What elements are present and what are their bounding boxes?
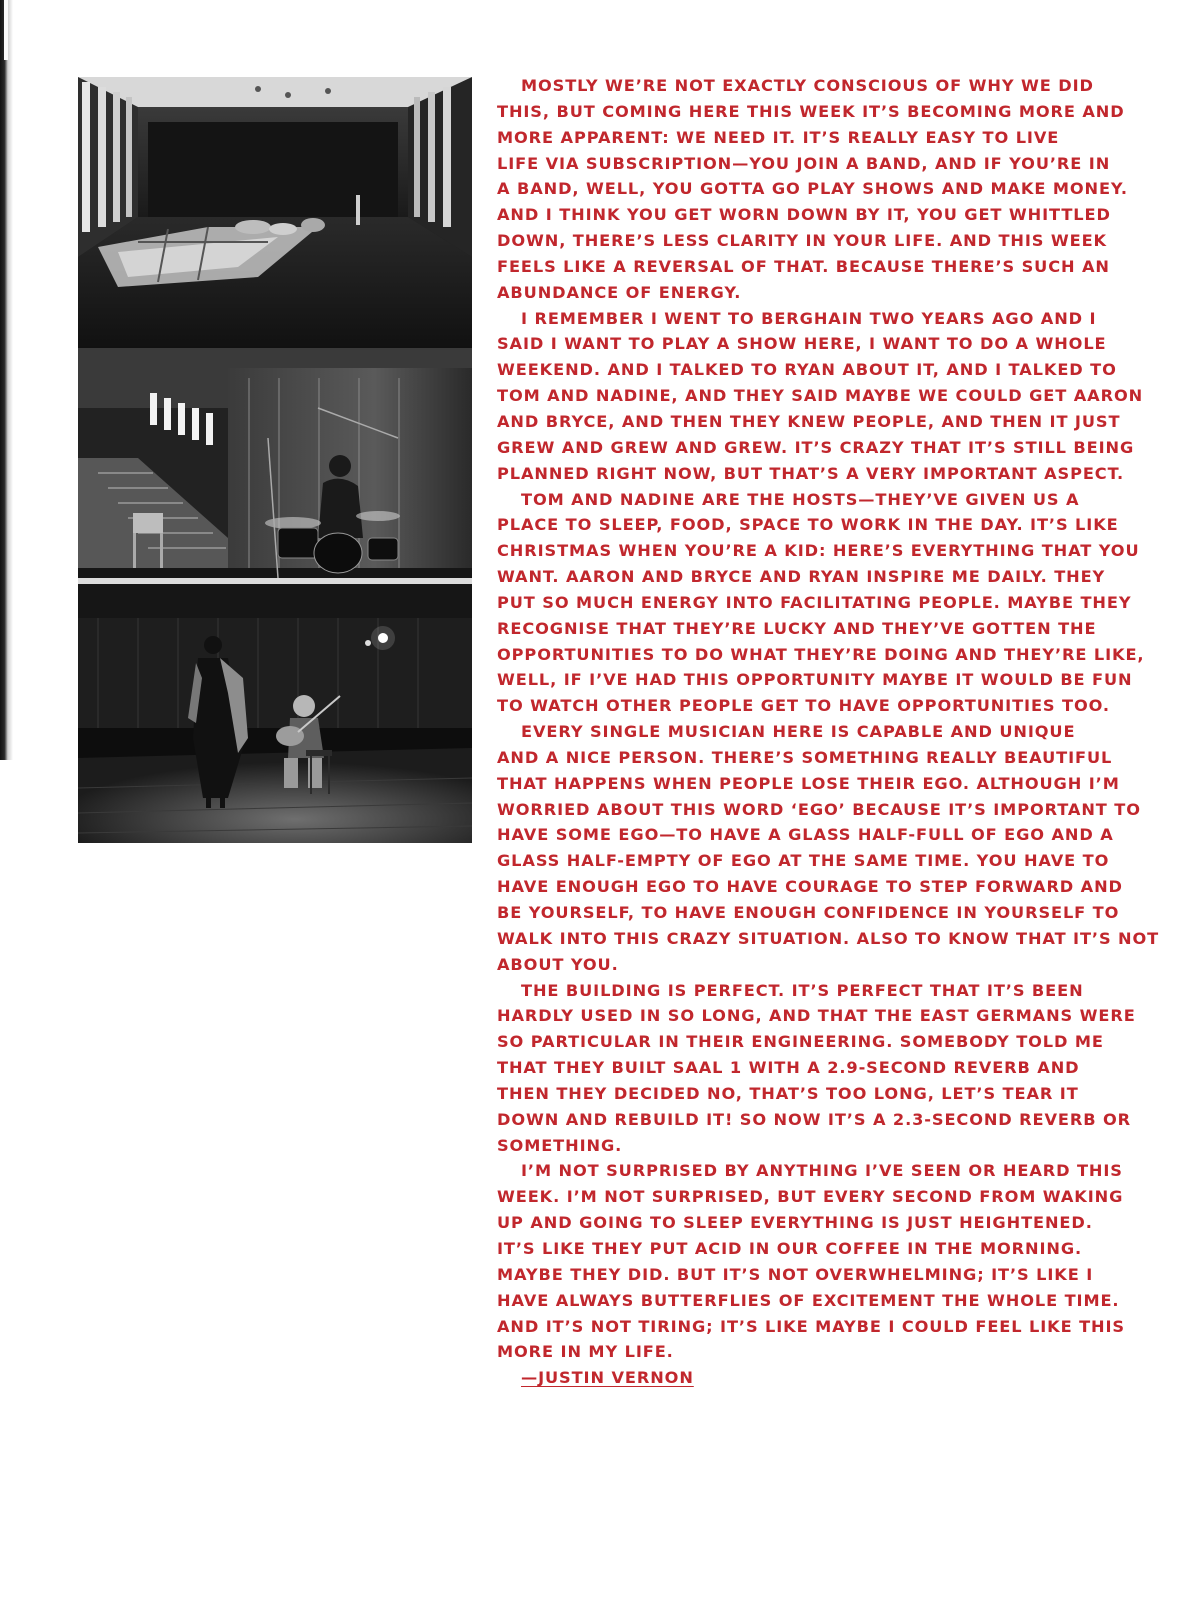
text-line: GLASS HALF-EMPTY OF EGO AT THE SAME TIME. YOU HAVE TO <box>497 851 1110 871</box>
photo-drummer <box>78 348 472 618</box>
text-line: HAVE ENOUGH EGO TO HAVE COURAGE TO STEP FORWARD AND <box>497 877 1123 897</box>
text-line: I REMEMBER I WENT TO BERGHAIN TWO YEARS AGO AND I <box>521 308 1097 328</box>
text-line: SOMETHING. <box>497 1135 623 1155</box>
text-line: HARDLY USED IN SO LONG, AND THAT THE EAST GERMANS WERE <box>497 1006 1136 1026</box>
text-line: TOM AND NADINE, AND THEY SAID MAYBE WE COULD GET AARON <box>497 386 1144 406</box>
text-line: EVERY SINGLE MUSICIAN HERE IS CAPABLE AND UNIQUE <box>521 722 1076 742</box>
article-paragraph <box>497 306 1144 487</box>
text-line: PUT SO MUCH ENERGY INTO FACILITATING PEOPLE. MAYBE THEY <box>497 592 1132 612</box>
article-paragraph <box>497 73 1128 306</box>
text-line: MOSTLY WE’RE NOT EXACTLY CONSCIOUS OF WHY WE DID <box>521 76 1094 95</box>
author-signature <box>497 1365 694 1391</box>
text-line: WELL, IF I’VE HAD THIS OPPORTUNITY MAYBE IT WOULD BE FUN <box>497 670 1133 690</box>
text-line: IT’S LIKE THEY PUT ACID IN OUR COFFEE IN THE MORNING. <box>497 1238 1083 1258</box>
text-line: FEELS LIKE A REVERSAL OF THAT. BECAUSE THERE’S SUCH AN <box>497 256 1110 276</box>
article-paragraph <box>497 1158 1125 1365</box>
page-edge-strip <box>0 0 13 760</box>
text-line: AND I THINK YOU GET WORN DOWN BY IT, YOU GET WHITTLED <box>497 205 1111 225</box>
text-line: MAYBE THEY DID. BUT IT’S NOT OVERWHELMING; IT’S LIKE I <box>497 1264 1094 1284</box>
text-line: WANT. AARON AND BRYCE AND RYAN INSPIRE ME DAILY. THEY <box>497 567 1106 587</box>
text-line: PLANNED RIGHT NOW, BUT THAT’S A VERY IMPORTANT ASPECT. <box>497 463 1125 483</box>
article-paragraph <box>497 487 1145 720</box>
text-line: AND BRYCE, AND THEN THEY KNEW PEOPLE, AND THEN IT JUST <box>497 411 1121 431</box>
text-line: MORE APPARENT: WE NEED IT. IT’S REALLY EASY TO LIVE <box>497 127 1060 147</box>
text-line: WORRIED ABOUT THIS WORD ‘EGO’ BECAUSE IT’S IMPORTANT TO <box>497 799 1141 819</box>
text-line: WEEK. I’M NOT SURPRISED, BUT EVERY SECOND FROM WAKING <box>497 1187 1124 1207</box>
text-line: AND IT’S NOT TIRING; IT’S LIKE MAYBE I COULD FEEL LIKE THIS <box>497 1316 1125 1336</box>
text-line: ABUNDANCE OF ENERGY. <box>497 282 742 302</box>
text-line: TO WATCH OTHER PEOPLE GET TO HAVE OPPORTUNITIES TOO. <box>497 696 1110 716</box>
text-line: HAVE SOME EGO—TO HAVE A GLASS HALF-FULL OF EGO AND A <box>497 825 1114 845</box>
text-line: THAT HAPPENS WHEN PEOPLE LOSE THEIR EGO. ALTHOUGH I’M <box>497 773 1120 793</box>
photo-stage-performers <box>78 618 472 843</box>
text-line: TOM AND NADINE ARE THE HOSTS—THEY’VE GIVEN US A <box>521 489 1080 509</box>
article-text <box>497 73 1160 1391</box>
text-line: THIS, BUT COMING HERE THIS WEEK IT’S BECOMING MORE AND <box>497 101 1125 121</box>
text-line: CHRISTMAS WHEN YOU’RE A KID: HERE’S EVERYTHING THAT YOU <box>497 541 1140 561</box>
text-line: HAVE ALWAYS BUTTERFLIES OF EXCITEMENT THE WHOLE TIME. <box>497 1290 1120 1310</box>
article-paragraph <box>497 978 1136 1159</box>
text-line: WEEKEND. AND I TALKED TO RYAN ABOUT IT, AND I TALKED TO <box>497 360 1117 380</box>
text-line: SAID I WANT TO PLAY A SHOW HERE, I WANT TO DO A WHOLE <box>497 334 1107 354</box>
text-line: AND A NICE PERSON. THERE’S SOMETHING REALLY BEAUTIFUL <box>497 747 1113 767</box>
text-line: DOWN, THERE’S LESS CLARITY IN YOUR LIFE. AND THIS WEEK <box>497 231 1107 251</box>
text-line: BE YOURSELF, TO HAVE ENOUGH CONFIDENCE IN YOURSELF TO <box>497 903 1120 922</box>
text-line: A BAND, WELL, YOU GOTTA GO PLAY SHOWS AND MAKE MONEY. <box>497 179 1128 199</box>
text-line: GREW AND GREW AND GREW. IT’S CRAZY THAT IT’S STILL BEING <box>497 437 1135 457</box>
text-line: MORE IN MY LIFE. <box>497 1342 674 1362</box>
text-line: I’M NOT SURPRISED BY ANYTHING I’VE SEEN OR HEARD THIS <box>521 1161 1123 1181</box>
text-line: LIFE VIA SUBSCRIPTION—YOU JOIN A BAND, AND IF YOU’RE IN <box>497 153 1111 173</box>
text-line: UP AND GOING TO SLEEP EVERYTHING IS JUST HEIGHTENED. <box>497 1213 1093 1233</box>
text-line: RECOGNISE THAT THEY’RE LUCKY AND THEY’VE GOTTEN THE <box>497 618 1097 638</box>
text-line: ABOUT YOU. <box>497 954 619 974</box>
text-line: OPPORTUNITIES TO DO WHAT THEY’RE DOING AND THEY’RE LIKE, <box>497 644 1145 664</box>
text-line: THEN THEY DECIDED NO, THAT’S TOO LONG, LET’S TEAR IT <box>497 1083 1079 1103</box>
text-line: DOWN AND REBUILD IT! SO NOW IT’S A 2.3-SECOND REVERB OR <box>497 1109 1132 1129</box>
author-name: —JUSTIN VERNON <box>521 1368 694 1388</box>
text-line: THE BUILDING IS PERFECT. IT’S PERFECT THAT IT’S BEEN <box>521 980 1084 1000</box>
text-line: WALK INTO THIS CRAZY SITUATION. ALSO TO KNOW THAT IT’S NOT <box>497 928 1160 948</box>
photo-stack <box>78 77 472 843</box>
text-line: PLACE TO SLEEP, FOOD, SPACE TO WORK IN THE DAY. IT’S LIKE <box>497 515 1119 535</box>
photo-empty-hall <box>78 77 472 348</box>
text-line: THAT THEY BUILT SAAL 1 WITH A 2.9-SECOND REVERB AND <box>497 1058 1080 1078</box>
text-line: SO PARTICULAR IN THEIR ENGINEERING. SOMEBODY TOLD ME <box>497 1032 1104 1052</box>
article-paragraph <box>497 719 1160 977</box>
